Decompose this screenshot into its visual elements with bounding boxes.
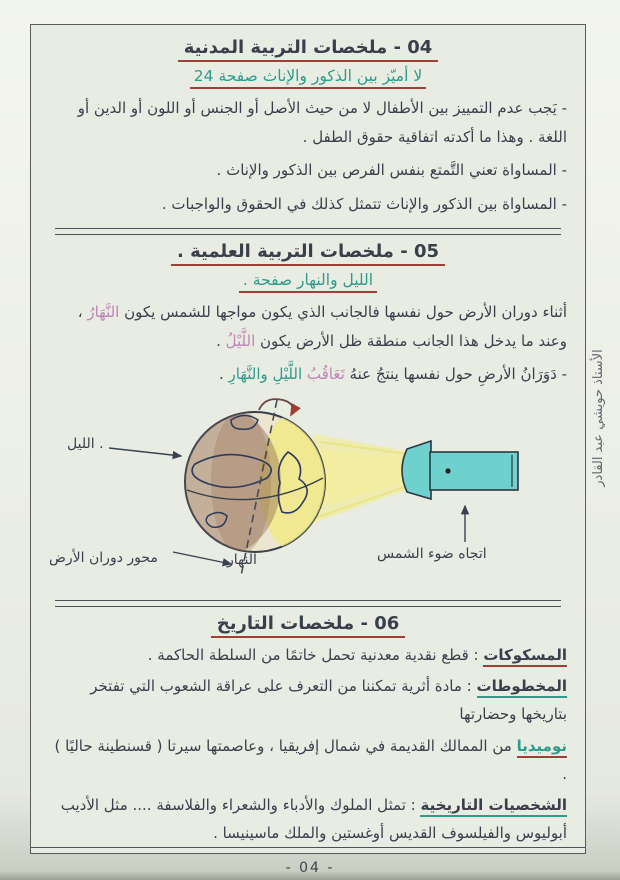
section-04	[47, 37, 569, 62]
term-sep-2	[512, 737, 517, 755]
history-item-numidia	[49, 733, 567, 789]
section-05	[47, 241, 569, 266]
flashlight	[402, 441, 518, 499]
page-frame	[30, 24, 586, 854]
science-paragraph-1	[49, 298, 567, 355]
term-sep-0: :	[468, 645, 484, 664]
section-04-title: 04 - ملخصات التربية المدنية	[178, 37, 439, 62]
diagram-label-day: النهار	[227, 551, 257, 568]
section-04-subtitle: لا أميّز بين الذكور والإناث صفحة 24	[190, 67, 426, 89]
science-p1-text-1: أثناء دوران الأرض حول نفسها فالجانب الذي يكون مواجها للشمس يكون	[119, 303, 567, 321]
history-item-figures	[49, 792, 567, 848]
earth-globe	[161, 408, 335, 556]
succession-word-highlight: تَعَاقُبُ	[306, 365, 345, 383]
night-word-highlight: اللَّيْلُ	[225, 331, 256, 350]
night-label-arrow	[109, 448, 181, 456]
term-sep-1: :	[461, 677, 477, 696]
section-05-title: 05 - ملخصات التربية العلمية .	[171, 241, 445, 266]
section-05-subtitle: الليل والنهار صفحة .	[239, 271, 377, 293]
def-figures: تمثل الملوك والأدباء والشعراء والفلاسفة .... مثل الأديب أبوليوس والفيلسوف القديس أوغستين والملك ماسينيسا .	[60, 796, 567, 842]
term-sep-3: :	[405, 796, 421, 815]
day-word-highlight: النَّهَارُ	[87, 303, 120, 321]
civic-bullet-3: - المساواة بين الذكور والإناث تتمثل كذلك في الحقوق والواجبات .	[161, 194, 567, 213]
diagram-label-light: اتجاه ضوء الشمس	[377, 545, 487, 562]
section-05-subtitle-row	[47, 270, 569, 293]
science-p1-text-3: .	[216, 331, 226, 350]
section-06-title: 06 - ملخصات التاريخ	[211, 613, 406, 638]
def-coins: قطع نقدية معدنية تحمل خاتمًا من السلطة الحاكمة .	[147, 645, 469, 664]
axis-label-arrow	[173, 552, 231, 564]
term-coins: المسكوكات	[483, 646, 567, 667]
civic-bullet-1: - يَجب عدم التمييز بين الأطفال لا من حيث الأصل أو الجنس أو اللون أو الدين أو اللغة . وهذا ما أكدته اتفاقية حقوق الطفل .	[77, 99, 567, 146]
term-manuscripts: المخطوطات	[477, 677, 568, 698]
page-number-footer: - 04 -	[285, 860, 335, 876]
science-paragraph-2	[49, 360, 567, 389]
history-item-coins	[49, 642, 567, 670]
science-p2-text-1: - دَوَرَانُ الأرضِ حول نفسها ينتجُ عنهُ	[344, 365, 567, 383]
science-p2-text-2: .	[218, 365, 229, 383]
diagram-label-axis: محور دوران الأرض	[49, 549, 158, 566]
term-numidia: نوميديا	[517, 737, 567, 758]
section-04-subtitle-row	[47, 66, 569, 89]
civic-bullet-2: - المساواة تعني التَّمتع بنفس الفرص بين الذكور والإناث .	[216, 161, 567, 179]
section-separator-1	[55, 228, 561, 235]
history-item-manuscripts	[49, 673, 567, 729]
day-night-diagram	[45, 394, 569, 590]
section-separator-2	[55, 600, 561, 607]
def-numidia: من الممالك القديمة في شمال إفريقيا ، وعاصمتها سيرتا ( قسنطينة حاليًا ) .	[54, 736, 567, 783]
section-06	[47, 613, 569, 638]
diagram-label-night: الليل .	[67, 435, 104, 452]
teacher-name-note: الأستاذ حويشي عبد القادر	[591, 349, 606, 487]
bottom-rule	[31, 847, 585, 848]
science-p1-text-2: ، وعند ما يدخل هذا الجانب منطقة ظل الأرض يكون	[77, 303, 567, 350]
def-manuscripts: مادة أثرية تمكننا من التعرف على عراقة الشعوب التي تفتخر بتاريخها وحضارتها	[90, 677, 567, 723]
term-figures: الشخصيات التاريخية	[420, 796, 567, 817]
night-day-words-highlight: اللَّيْلِ والنَّهَارِ	[228, 365, 307, 383]
